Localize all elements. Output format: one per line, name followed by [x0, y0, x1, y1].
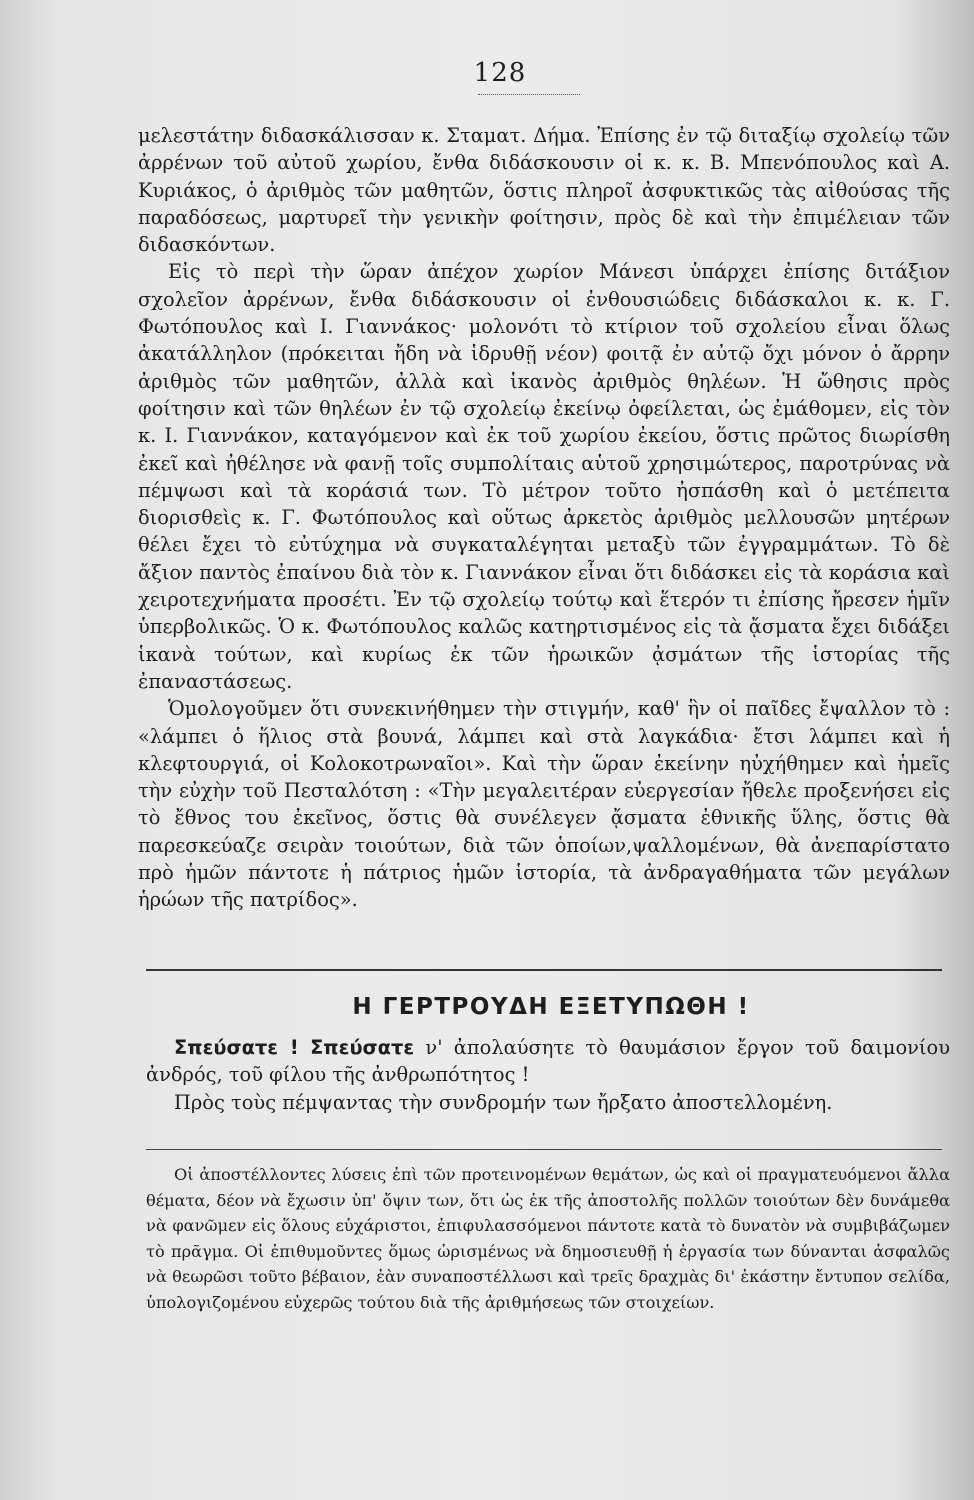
footnote-divider: [146, 1149, 942, 1150]
announcement-notice: [146, 1034, 950, 1116]
notice-line-1-rest: ν' ἀπολαύσητε τὸ θαυμάσιον ἔργον τοῦ δαιμονίου ἀνδρός, τοῦ φίλου τῆς ἀνθρωπότητος !: [146, 1036, 950, 1087]
page-number-rule: [478, 94, 580, 95]
paragraph-1: μελεστάτην διδασκάλισσαν κ. Σταματ. Δήμα. Ἐπίσης ἐν τῷ διταξίῳ σχολείῳ τῶν ἀρρένων τοῦ αὐτοῦ χωρίου, ἔνθα διδάσκουσιν οἱ κ. κ. Β. Μπενόπουλος καὶ Α. Κυριάκος, ὁ ἀριθμὸς τῶν μαθητῶν, ὅστις πληροῖ ἀσφυκτικῶς τὰς αἰθούσας τῆς παραδόσεως, μαρτυρεῖ τὴν γενικὴν φοίτησιν, πρὸς δὲ καὶ τὴν ἐπιμέλειαν τῶν διδασκόντων.: [138, 124, 950, 257]
paragraph-2: Εἰς τὸ περὶ τὴν ὥραν ἀπέχον χωρίον Μάνεσι ὑπάρχει ἐπίσης διτάξιον σχολεῖον ἀρρένων, ἔνθα διδάσκουσιν οἱ ἐνθουσιώδεις διδάσκαλοι κ. κ. Γ. Φωτόπουλος καὶ Ι. Γιαννάκος· μολονότι τὸ κτίριον τοῦ σχολείου εἶναι ὅλως ἀκατάλληλον (πρόκειται ἤδη νὰ ἱδρυθῇ νέον) φοιτᾷ ἐν αὐτῷ ὄχι μόνον ὁ ἄρρην ἀριθμὸς τῶν μαθητῶν, ἀλλὰ καὶ ἱκανὸς ἀριθμὸς θηλέων. Ἡ ὤθησις πρὸς φοίτησιν καὶ τῶν θηλέων ἐν τῷ σχολείῳ ἐκείνῳ ὀφείλεται, ὡς ἐμάθομεν, εἰς τὸν κ. Ι. Γιαννάκον, καταγόμενον καὶ ἐκ τοῦ χωρίου ἐκείου, ὅστις πρῶτος διωρίσθη ἐκεῖ καὶ ἠθέλησε νὰ φανῇ τοῖς συμπολίταις αὑτοῦ χρησιμώτερος, παροτρύνας νὰ πέμψωσι καὶ τὰ κοράσιά των. Τὸ μέτρον τοῦτο ἠσπάσθη καὶ ὁ μετέπειτα διορισθεὶς κ. Γ. Φωτόπουλος καὶ οὕτως ἀρκετὸς ἀριθμὸς μελλουσῶν μητέρων θέλει ἔχει τὸ εὐτύχημα νὰ συγκαταλέγηται μεταξὺ τῶν ἐγγραμμάτων. Τὸ δὲ ἄξιον παντὸς ἐπαίνου διὰ τὸν κ. Γιαννάκον εἶναι ὅτι διδάσκει εἰς τὰ κοράσια καὶ χειροτεχνήματα προσέτι. Ἐν τῷ σχολείῳ τούτῳ καὶ ἕτερόν τι ἐπίσης ἤρεσεν ἡμῖν ὑπερβολικῶς. Ὁ κ. Φωτόπουλος καλῶς κατηρτισμένος εἰς τὰ ᾄσματα ἔχει διδάξει ἱκανὰ τούτων, καὶ κυρίως ἐκ τῶν ἡρωικῶν ᾀσμάτων τῆς ἱστορίας τῆς ἐπαναστάσεως.: [138, 260, 950, 693]
footnote: [146, 1162, 950, 1316]
page-number: 128: [473, 58, 527, 88]
announcement-headline: Η ΓΕΡΤΡΟΥΔΗ ΕΞΕΤΥΠΩΘΗ !: [352, 994, 750, 1020]
hurry-word-2: Σπεύσατε: [310, 1036, 415, 1059]
footnote-text: Οἱ ἀποστέλλοντες λύσεις ἐπὶ τῶν προτεινομένων θεμάτων, ὡς καὶ οἱ πραγματευόμενοι ἄλλα θέματα, δέον νὰ ἔχωσιν ὑπ' ὄψιν των, ὅτι ὡς ἐκ τῆς ἀποστολῆς πολλῶν τοιούτων δὲν δυνάμεθα νὰ φανῶμεν εἰς ὅλους εὐχάριστοι, ἐπιφυλασσόμενοι πάντοτε κατὰ τὸ δυνατὸν νὰ συμβιβάζωμεν τὸ πρᾶγμα. Οἱ ἐπιθυμοῦντες ὅμως ὡρισμένως νὰ δημοσιευθῇ ἡ ἐργασία των δύνανται ἀσφαλῶς νὰ θεωρῶσι τοῦτο βέβαιον, ἐὰν συναποστέλλωσι καὶ τρεῖς δραχμὰς δι' ἑκάστην ἔντυπον σελίδα, ὑπολογιζομένου εὐχερῶς τούτου διὰ τῆς ἀριθμήσεως τῶν στοιχείων.: [146, 1165, 950, 1312]
body-text: [138, 122, 950, 914]
hurry-word-1: Σπεύσατε !: [174, 1036, 299, 1059]
notice-line-1: [146, 1034, 950, 1089]
paragraph-3: Ὁμολογοῦμεν ὅτι συνεκινήθημεν τὴν στιγμήν, καθ' ἣν οἱ παῖδες ἔψαλλον τὸ : «λάμπει ὁ ἥλιος στὰ βουνά, λάμπει καὶ στὰ λαγκάδια· ἔτσι λάμπει καὶ ἡ κλεφτουργιά, οἱ Κολοκοτρωναῖοι». Καὶ τὴν ὥραν ἐκείνην ηὐχήθημεν καὶ ἡμεῖς τὴν εὐχὴν τοῦ Πεσταλότση : «Τὴν μεγαλειτέραν εὐεργεσίαν ἤθελε προξενήσει εἰς τὸ ἔθνος του ἐκεῖνος, ὅστις θὰ συνέλεγεν ᾄσματα ἐθνικῆς ὕλης, ὅστις θὰ παρεσκεύαζε σειρὰν τοιούτων, διὰ τῶν ὁποίων,ψαλλομένων, θὰ ἀνεπαρίστατο πρὸ ἡμῶν πάντοτε ἡ πάτριος ἡμῶν ἱστορία, τὰ ἀνδραγαθήματα τῶν μεγάλων ἡρώων τῆς πατρίδος».: [138, 697, 950, 912]
section-divider: [146, 969, 942, 971]
notice-line-2: Πρὸς τοὺς πέμψαντας τὴν συνδρομήν των ἤρξατο ἀποστελλομένη.: [174, 1090, 833, 1114]
